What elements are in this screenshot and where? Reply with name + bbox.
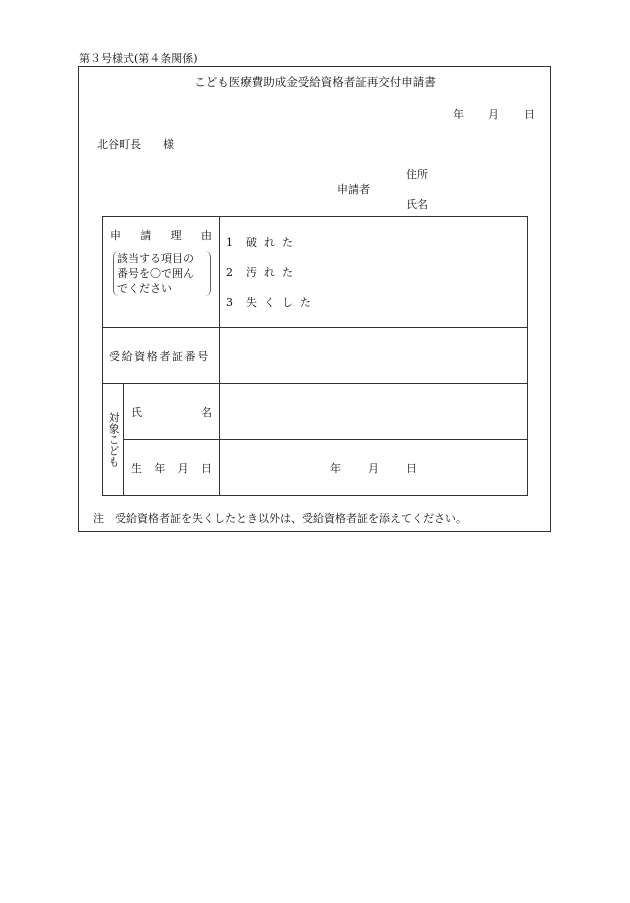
reason-options-cell <box>220 217 528 328</box>
reason-title: 申 請 理 由 <box>110 229 212 242</box>
child-name-label-cell <box>124 384 220 440</box>
child-dob-label: 生 年 月 日 <box>131 461 212 475</box>
certificate-number-label-cell <box>103 328 220 384</box>
reason-label-cell <box>103 217 220 328</box>
reason-instruction-note: 該当する項目の 番号を〇で囲ん でください <box>113 251 211 296</box>
child-dob-value: 年 月 日 <box>330 461 417 475</box>
applicant-name-label: 氏名 <box>406 198 428 211</box>
date-day-label: 日 <box>524 108 535 121</box>
footer-note: 注 受給資格者証を失くしたとき以外は、受給資格者証を添えてください。 <box>93 512 467 525</box>
target-child-label: 対象こども <box>107 412 120 467</box>
form-number-label: 第３号様式(第４条関係) <box>79 52 198 65</box>
child-name-label: 氏 名 <box>131 405 212 419</box>
target-child-group-cell <box>103 384 124 496</box>
reason-option[interactable]: 3 失くした <box>226 295 318 309</box>
date-month-label: 月 <box>488 108 499 121</box>
child-dob-field[interactable] <box>220 440 528 496</box>
date-year-label: 年 <box>453 108 464 121</box>
reason-option[interactable]: 1 破れた <box>226 235 300 249</box>
reason-option[interactable]: 2 汚れた <box>226 265 300 279</box>
application-table <box>102 216 528 496</box>
certificate-number-field[interactable] <box>220 328 528 384</box>
form-title: こども医療費助成金受給資格者証再交付申請書 <box>194 75 436 89</box>
applicant-label: 申請者 <box>337 183 370 196</box>
addressee: 北谷町長 様 <box>97 138 174 151</box>
address-label: 住所 <box>406 168 428 181</box>
child-name-field[interactable] <box>220 384 528 440</box>
child-dob-label-cell <box>124 440 220 496</box>
certificate-number-label: 受給資格者証番号 <box>109 349 210 363</box>
